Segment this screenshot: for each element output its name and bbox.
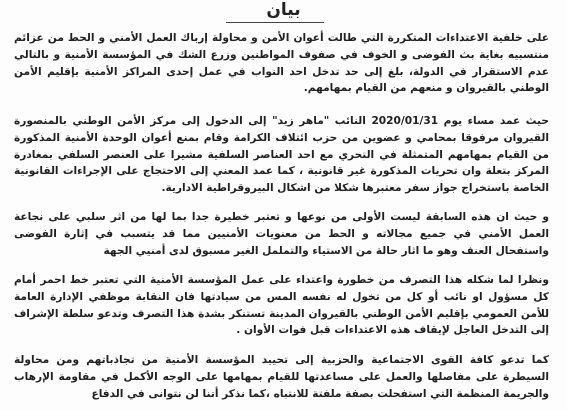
paragraph-3: و حيث ان هذه السابقة ليست الأولى من نوعها و تعتبر خطيرة جدا بما لها من اثر سلبي على نجاعة العمل الأمني في جميع مجالاته و الحط من معنويات الأمنيين مما قد يتسبب في إثارة الفوضى واستفحال العنف وهو ما اثار حالة من الاستياء والتململ الغير مسبوق لدى أمنيي الجهة: [14, 211, 549, 257]
document-title: بيان: [266, 0, 301, 20]
title-underline: [226, 22, 324, 23]
paragraph-5: كما تدعو كافة القوى الاجتماعية والحزبية إلى تحييد المؤسسة الأمنية من تجاذباتهم ومن محاولة السيطرة على مفاصلها والعمل على مساعدتها للقيام بمهامها على الوجه الأكمل في مقاومة الإرهاب والجريمة المنظمة التي استفحلت بصفة ملفتة للانتباه ،كما نذكر أننا لن نتوانى في الدفاع: [14, 354, 549, 400]
paragraph-2: حيث عمد مساء يوم 2020/01/31 النائب "ماهر زيد" إلى الدخول إلى مركز الأمن الوطني بالمنصورة القيروان مرفوقا بمحامي و عضوين من حزب ائتلاف الكرامة وقام بمنع أعوان الوحدة الأمنية المذكورة من القيام بمهامهم المتمثلة في التحري مع احد العناصر السلفية مشيرا على العنصر السلفي بمغادرة المركز بتعلة وان تحريات المذكورة غير قانونية ، كما عمد المعني إلى الاحتجاج على الإجراءات القانونية الخاصة باستخراج جواز سفر معتبرها شكلا من اشكال البيروقراطية الادارية.: [14, 115, 549, 195]
paragraph-1: على خلفية الاعتداءات المتكررة التي طالت أعوان الأمن و محاولة إرباك العمل الأمني و الحط من عزائم منتسبيه بغاية بث الفوضى و الخوف في صفوف المواطنين وزرع الشك في المؤسسة الأمنية و بالتالي عدم الاستقرار في الدولة، بلغ إلى حد تدخل احد النواب في عمل إحدى المراكز الأمنية بإقليم الأمن الوطني بالقيروان و منعهم من القيام بمهامهم.: [14, 32, 549, 95]
paragraph-4: ونظرا لما شكله هذا التصرف من خطورة واعتداء على عمل المؤسسة الأمنية التي تعتبر خط احمر أمام كل مسؤول او نائب أو كل من تخول له نفسه المس من سيادتها فان النقابة موظفي الإدارة العامة للأمن العمومي بإقليم الأمن الوطني بالقيروان المدينة تستنكر بشدة هذا التصرف وتدعو سلطة الإشراف إلى التدخل العاجل لإيقاف هذه الاعتداءات قبل فوات الأوان .: [14, 274, 549, 337]
